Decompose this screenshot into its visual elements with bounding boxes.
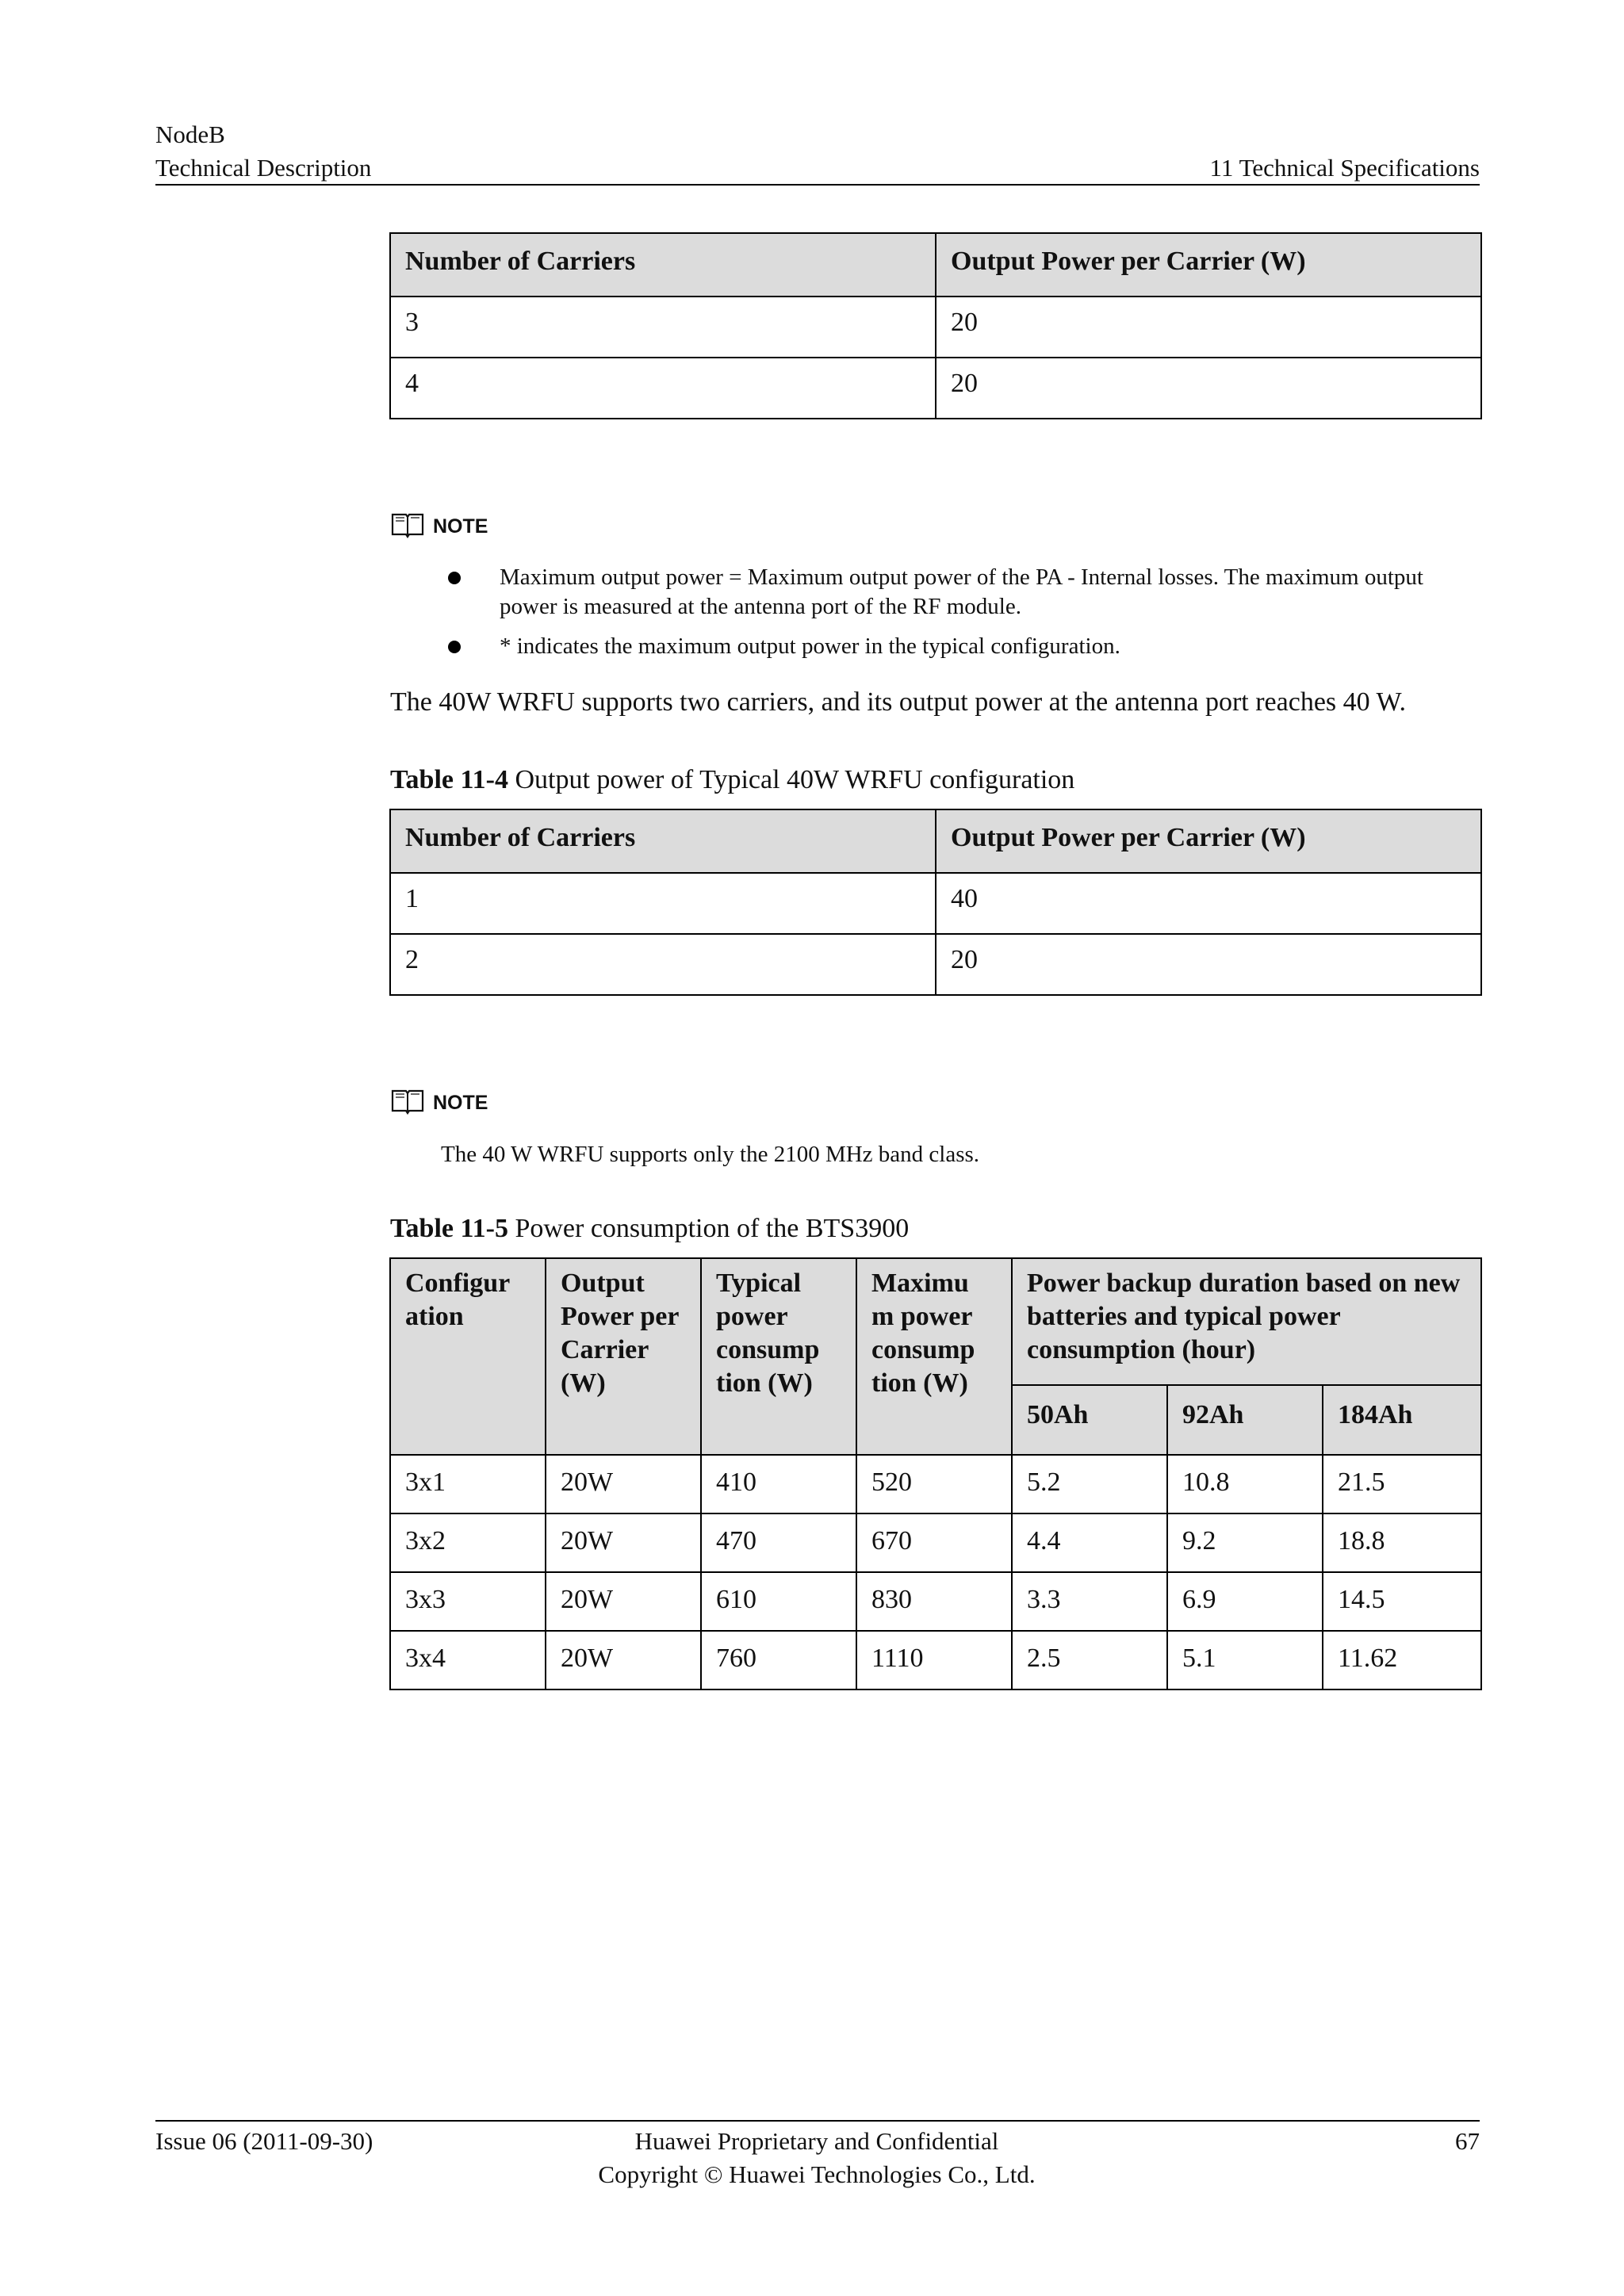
table-cell: 14.5 <box>1323 1572 1481 1631</box>
table-cell: 1110 <box>856 1631 1012 1689</box>
table-cell: 3 <box>390 297 936 358</box>
note-label: NOTE <box>433 515 488 538</box>
header-rule <box>155 184 1480 186</box>
table-cell: 670 <box>856 1513 1012 1572</box>
table-cell: 10.8 <box>1167 1455 1323 1513</box>
column-group-header: Power backup duration based on new batteries and typical power consumption (hour) <box>1012 1258 1481 1385</box>
column-header: Output Power per Carrier (W) <box>936 233 1481 297</box>
book-icon <box>390 511 425 542</box>
table-row <box>390 358 1481 419</box>
table-cell: 20W <box>546 1455 701 1513</box>
footer-rule <box>155 2120 1480 2122</box>
table-cell: 3.3 <box>1012 1572 1167 1631</box>
column-header: Number of Carriers <box>390 233 936 297</box>
caption-text: Output power of Typical 40W WRFU configuration <box>515 765 1075 794</box>
table-cell: 610 <box>701 1572 856 1631</box>
table-cell: 3x1 <box>390 1455 546 1513</box>
bullet-dot <box>448 572 461 584</box>
table-cell: 5.2 <box>1012 1455 1167 1513</box>
column-header: Output Power per Carrier (W) <box>546 1258 701 1455</box>
table-cell: 3x4 <box>390 1631 546 1689</box>
table-row <box>390 934 1481 995</box>
table-caption <box>390 1211 909 1246</box>
table-cell: 20W <box>546 1572 701 1631</box>
table-cell: 5.1 <box>1167 1631 1323 1689</box>
note-header <box>390 511 488 542</box>
table-cell: 9.2 <box>1167 1513 1323 1572</box>
note-bullet-text: Maximum output power = Maximum output power of the PA - Internal losses. The maximum output power is measured at the antenna port of the RF module. <box>500 564 1423 619</box>
bullet-dot <box>448 641 461 653</box>
footer-proprietary: Huawei Proprietary and Confidential <box>634 2127 999 2155</box>
table-cell: 4.4 <box>1012 1513 1167 1572</box>
table-row <box>390 1455 1481 1513</box>
table-cell: 20W <box>546 1513 701 1572</box>
table-row <box>390 1572 1481 1631</box>
caption-id: Table 11-4 <box>390 765 508 794</box>
book-icon <box>390 1088 425 1119</box>
column-header: Output Power per Carrier (W) <box>936 809 1481 873</box>
column-subheader: 50Ah <box>1012 1385 1167 1455</box>
table-cell: 760 <box>701 1631 856 1689</box>
header-product: NodeB <box>155 121 225 148</box>
column-header: Maximu m power consump tion (W) <box>856 1258 1012 1455</box>
table-row <box>390 1631 1481 1689</box>
table-cell: 2 <box>390 934 936 995</box>
footer-page-number: 67 <box>1455 2127 1480 2155</box>
table-cell: 20 <box>936 297 1481 358</box>
table-cell: 18.8 <box>1323 1513 1481 1572</box>
table-cell: 20 <box>936 934 1481 995</box>
caption-text: Power consumption of the BTS3900 <box>515 1214 910 1243</box>
note-bullet-text: * indicates the maximum output power in the typical configuration. <box>500 633 1120 659</box>
footer-copyright: Copyright © Huawei Technologies Co., Ltd. <box>598 2160 1036 2188</box>
table-cell: 21.5 <box>1323 1455 1481 1513</box>
table-cell: 40 <box>936 873 1481 934</box>
header-doc-title: Technical Description <box>155 154 372 182</box>
table-cell: 6.9 <box>1167 1572 1323 1631</box>
table-header-row <box>390 233 1481 297</box>
table-cell: 3x2 <box>390 1513 546 1572</box>
carrier-power-table-continued <box>389 232 1482 419</box>
table-cell: 11.62 <box>1323 1631 1481 1689</box>
column-header: Number of Carriers <box>390 809 936 873</box>
table-cell: 2.5 <box>1012 1631 1167 1689</box>
table-cell: 1 <box>390 873 936 934</box>
table-cell: 520 <box>856 1455 1012 1513</box>
column-header: Configur ation <box>390 1258 546 1455</box>
table-row <box>390 1513 1481 1572</box>
table-row <box>390 297 1481 358</box>
table-cell: 20W <box>546 1631 701 1689</box>
table-row <box>390 873 1481 934</box>
table-cell: 470 <box>701 1513 856 1572</box>
table-cell: 410 <box>701 1455 856 1513</box>
table-cell: 20 <box>936 358 1481 419</box>
note-header <box>390 1088 488 1119</box>
column-subheader: 92Ah <box>1167 1385 1323 1455</box>
column-header: Typical power consump tion (W) <box>701 1258 856 1455</box>
bts3900-power-consumption-table <box>389 1257 1482 1690</box>
note-label: NOTE <box>433 1092 488 1114</box>
body-paragraph: The 40W WRFU supports two carriers, and its output power at the antenna port reaches 40 W. <box>390 687 1407 717</box>
caption-id: Table 11-5 <box>390 1214 508 1243</box>
table-cell: 830 <box>856 1572 1012 1631</box>
table-cell: 4 <box>390 358 936 419</box>
footer-issue: Issue 06 (2011-09-30) <box>155 2127 373 2155</box>
table-cell: 3x3 <box>390 1572 546 1631</box>
table-header-row <box>390 809 1481 873</box>
note-text: The 40 W WRFU supports only the 2100 MHz band class. <box>441 1142 980 1167</box>
header-chapter: 11 Technical Specifications <box>1209 154 1480 182</box>
table-caption <box>390 763 1074 798</box>
wrfu-output-power-table <box>389 809 1482 996</box>
column-subheader: 184Ah <box>1323 1385 1481 1455</box>
table-header-row <box>390 1258 1481 1385</box>
